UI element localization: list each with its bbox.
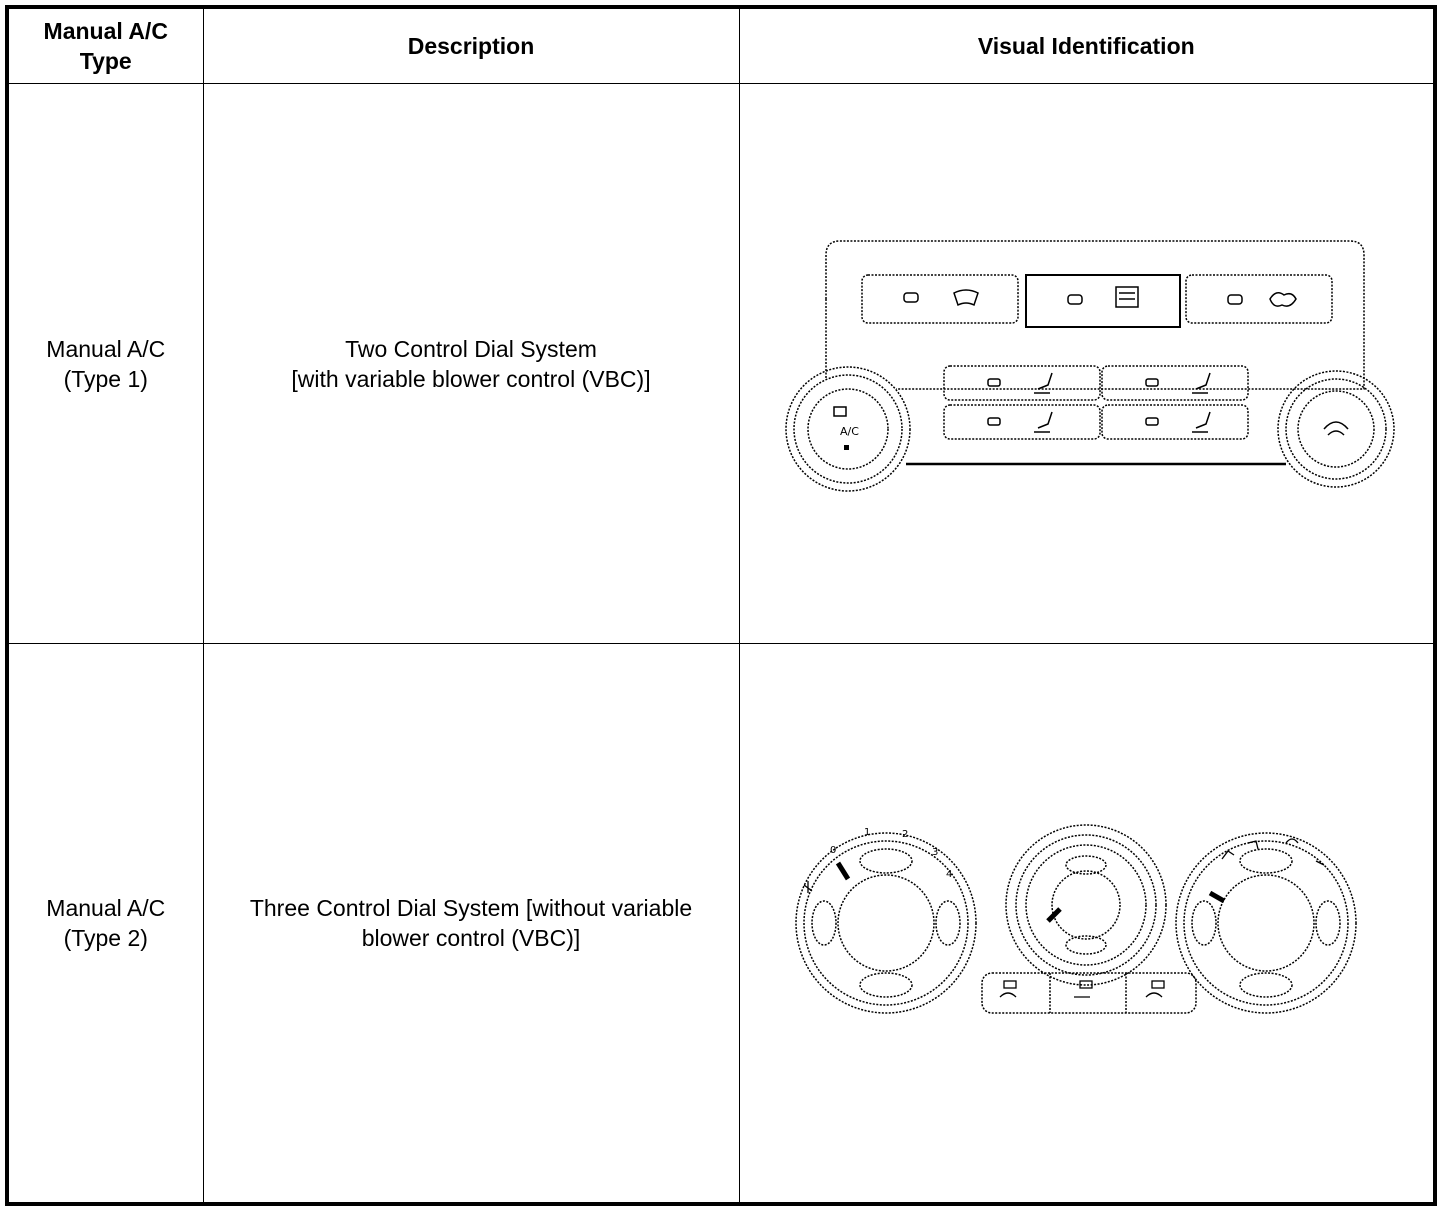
type2-control-panel-illustration [786,813,1386,1033]
fan-speed-label-3: 3 [932,846,939,858]
ac-button-label: A/C [840,424,860,438]
fan-speed-label-4: 4 [946,868,953,880]
header-visual: Visual Identification [739,7,1435,84]
header-type: Manual A/C Type [7,7,203,84]
fan-speed-label-1: 1 [864,826,871,838]
table-row [7,84,1435,644]
header-description: Description [203,7,739,84]
table-row [7,644,1435,1204]
description-cell: Two Control Dial System [with variable blower control (VBC)] [203,84,739,644]
description-cell: Three Control Dial System [without variable blower control (VBC)] [203,644,739,1204]
visual-cell [739,84,1435,644]
ac-type-table [5,5,1437,1206]
fan-speed-label-2: 2 [902,828,909,840]
type-cell: Manual A/C (Type 1) [7,84,203,644]
type1-control-panel-illustration [776,229,1396,499]
type-cell: Manual A/C (Type 2) [7,644,203,1204]
visual-cell [739,644,1435,1204]
fan-speed-label-0: 0 [830,844,837,856]
header-row [7,7,1435,84]
